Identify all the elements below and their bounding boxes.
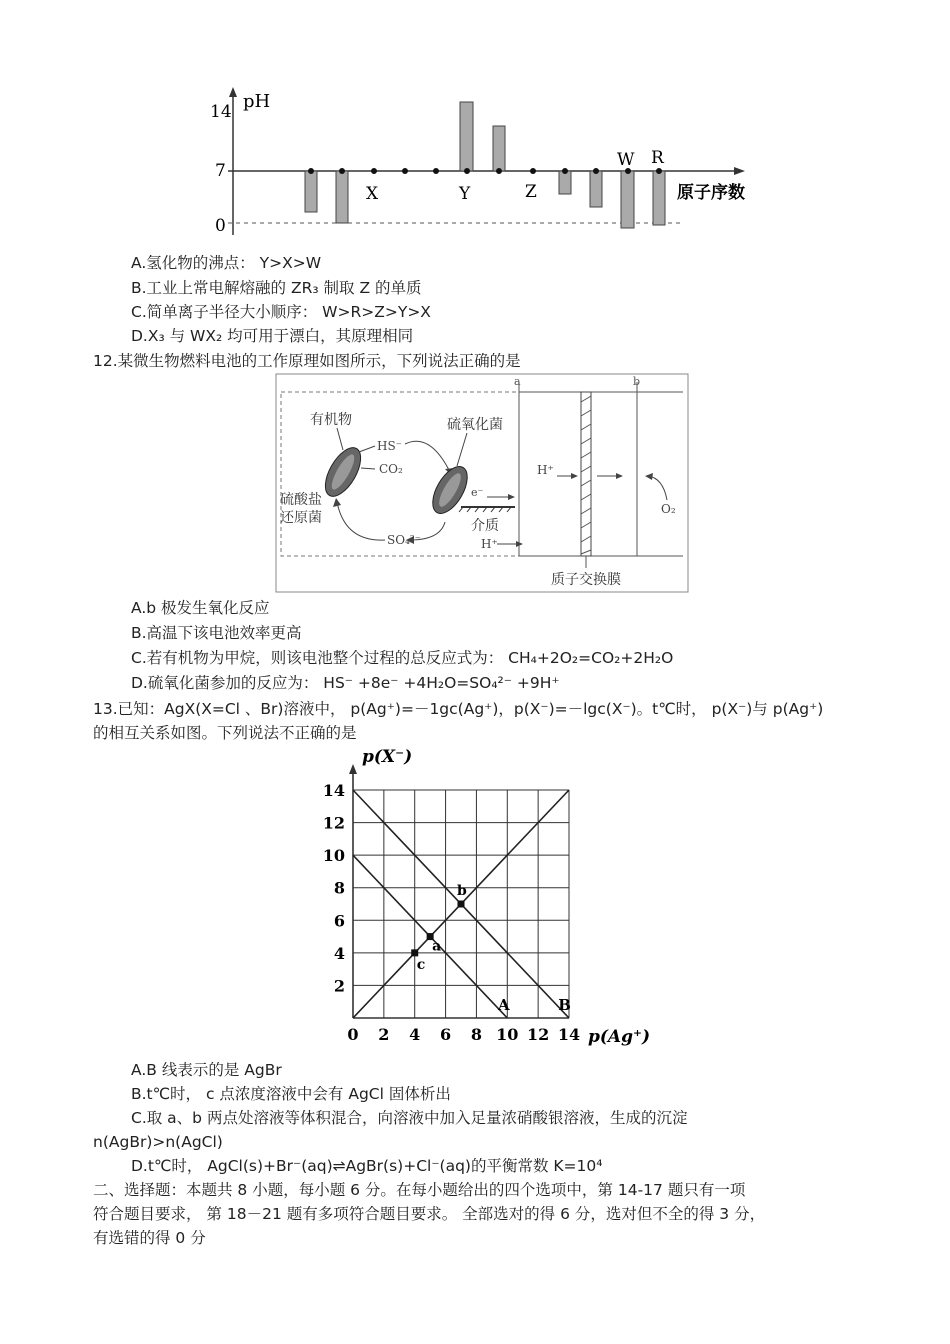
- hs-label: HS⁻: [377, 439, 403, 453]
- y-tick-0: 0: [215, 216, 226, 236]
- point-c: [411, 949, 418, 956]
- electron-label: e⁻: [471, 486, 484, 499]
- x-tick-14: 14: [557, 1025, 581, 1044]
- x-axis-title: p(Ag⁺): [588, 1027, 650, 1047]
- x-tick-4: 4: [409, 1025, 421, 1044]
- bar-Y: [460, 102, 473, 171]
- o2-label: O₂: [661, 502, 676, 516]
- point-label-a: a: [432, 938, 442, 955]
- y-tick-6: 6: [333, 911, 345, 931]
- q11-option-c: C.简单离子半径大小顺序： W>R>Z>Y>X: [131, 303, 431, 321]
- x-axis-label: 原子序数: [677, 183, 745, 203]
- q12-option-a: A.b 极发生氧化反应: [131, 599, 270, 617]
- q11-option-a: A.氢化物的沸点： Y>X>W: [131, 254, 322, 272]
- y-axis-label: pH: [243, 91, 271, 112]
- q12-option-d: D.硫氧化菌参加的反应为： HS⁻ +8e⁻ +4H₂O=SO₄²⁻ +9H⁺: [131, 674, 560, 692]
- section2-line-3: 有选错的得 0 分: [93, 1229, 206, 1247]
- sulfate-bacteria-label-2: 还原菌: [280, 510, 322, 526]
- y-tick-8: 8: [333, 878, 345, 898]
- electrode-b-label: b: [633, 375, 641, 388]
- bar-2: [336, 171, 348, 223]
- bar-1: [305, 171, 317, 212]
- series-label-B: B: [558, 995, 571, 1014]
- y-tick-2: 2: [333, 976, 345, 996]
- label-Y: Y: [459, 184, 471, 204]
- electrode-a-label: a: [514, 375, 521, 388]
- y-tick-10: 10: [322, 846, 345, 866]
- so4-label: SO₄²⁻: [387, 533, 422, 547]
- label-Z: Z: [525, 182, 537, 202]
- y-tick-4: 4: [333, 943, 345, 963]
- bar-R: [653, 171, 665, 225]
- co2-label: CO₂: [379, 462, 403, 476]
- section2-line-2: 符合题目要求， 第 18－21 题有多项符合题目要求。 全部选对的得 6 分，选对但不全的得 3 分，: [93, 1205, 766, 1223]
- q12-option-c: C.若有机物为甲烷，则该电池整个过程的总反应式为： CH₄+2O₂=CO₂+2H₂O: [131, 649, 674, 667]
- x-tick-10: 10: [496, 1025, 519, 1044]
- ph-bar-chart: [200, 85, 780, 245]
- fuel-cell-diagram: [275, 372, 690, 594]
- h-plus-label-1: H⁺: [537, 463, 554, 477]
- y-tick-14: 14: [322, 781, 345, 800]
- bar-pos-2: [493, 126, 505, 171]
- x-tick-0: 0: [347, 1025, 359, 1044]
- y-axis-title: p(X⁻): [362, 747, 413, 767]
- sulfur-bacteria-label: 硫氧化菌: [447, 417, 503, 433]
- x-tick-8: 8: [470, 1025, 482, 1044]
- organic-label: 有机物: [310, 412, 352, 428]
- membrane-label: 质子交换膜: [551, 572, 621, 588]
- y-axis-arrow: [349, 764, 357, 774]
- q12-stem: 12.某微生物燃料电池的工作原理如图所示，下列说法正确的是: [93, 352, 521, 370]
- q13-option-d: D.t℃时， AgCl(s)+Br⁻(aq)⇌AgBr(s)+Cl⁻(aq)的平衡常数 K=10⁴: [131, 1157, 603, 1175]
- h-plus-label-2: H⁺: [481, 537, 498, 551]
- q13-option-a: A.B 线表示的是 AgBr: [131, 1061, 282, 1079]
- bar-W: [621, 171, 634, 228]
- bar-4: [590, 171, 602, 207]
- section2-line-1: 二、选择题：本题共 8 小题，每小题 6 分。在每小题给出的四个选项中，第 14-17 题只有一项: [93, 1181, 746, 1199]
- pag-px-chart: [310, 742, 650, 1052]
- bar-3: [559, 171, 571, 194]
- point-b: [458, 901, 465, 908]
- label-R: R: [651, 148, 664, 168]
- x-tick-6: 6: [440, 1025, 452, 1044]
- x-tick-2: 2: [378, 1025, 390, 1044]
- q13-option-b: B.t℃时， c 点浓度溶液中会有 AgCl 固体析出: [131, 1085, 451, 1103]
- q12-option-b: B.高温下该电池效率更高: [131, 624, 302, 642]
- q13-stem-2: 的相互关系如图。下列说法不正确的是: [93, 724, 357, 742]
- q11-option-d: D.X₃ 与 WX₂ 均可用于漂白，其原理相同: [131, 327, 414, 345]
- label-X: X: [366, 184, 379, 204]
- y-tick-12: 12: [322, 813, 345, 833]
- point-label-c: c: [416, 956, 426, 973]
- q13-stem-1: 13.已知：AgX(X=Cl 、Br)溶液中， p(Ag⁺)=－1gc(Ag⁺)，p(X⁻)=－lgc(X⁻)。t℃时， p(X⁻)与 p(Ag⁺): [93, 700, 824, 718]
- y-tick-14: 14: [210, 102, 232, 122]
- medium-label: 介质: [471, 518, 499, 534]
- sulfate-bacteria-label-1: 硫酸盐: [280, 492, 322, 508]
- q13-option-c-2: n(AgBr)>n(AgCl): [93, 1133, 223, 1151]
- point-label-b: b: [457, 883, 467, 899]
- q11-option-b: B.工业上常电解熔融的 ZR₃ 制取 Z 的单质: [131, 279, 422, 297]
- y-tick-7: 7: [215, 161, 226, 181]
- x-tick-12: 12: [527, 1025, 550, 1044]
- label-W: W: [617, 150, 635, 170]
- series-label-A: A: [498, 995, 510, 1014]
- q13-option-c-1: C.取 a、b 两点处溶液等体积混合，向溶液中加入足量浓硝酸银溶液，生成的沉淀: [131, 1109, 688, 1127]
